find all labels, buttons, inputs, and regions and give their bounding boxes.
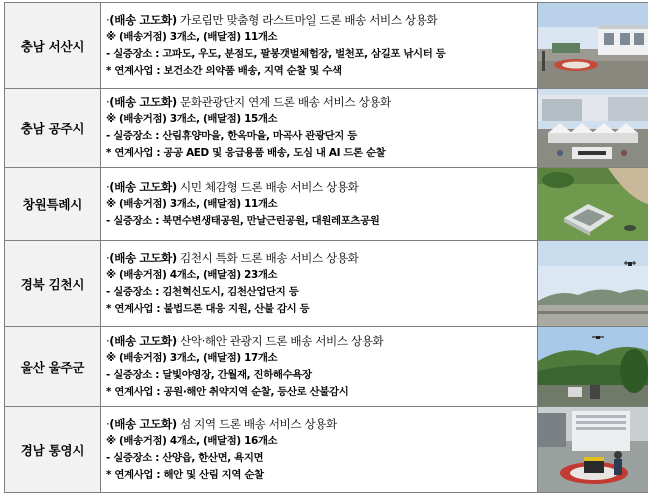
- service-title: ·(배송 고도화) 섬 지역 드론 배송 서비스 상용화: [106, 416, 337, 431]
- photo-cell: [538, 3, 648, 89]
- description-cell: [101, 168, 538, 241]
- region-cell: 충남 공주시: [5, 89, 101, 168]
- test-sites: - 실증장소 : 북면수변생태공원, 만날근린공원, 대원레포츠공원: [106, 214, 380, 227]
- test-sites: - 실증장소 : 고파도, 우도, 분점도, 팔봉갯벌체험장, 벌천포, 삼길포 낚시터 등: [106, 47, 446, 60]
- table-row: [5, 89, 648, 168]
- description-cell: [101, 89, 538, 168]
- linked-projects: * 연계사업 : 공공 AED 및 응급용품 배송, 도심 내 AI 드론 순찰: [106, 147, 386, 159]
- photo-cell: [538, 168, 648, 241]
- delivery-stats: ※ (배송거점) 3개소, (배달점) 17개소: [106, 351, 278, 364]
- event-tents-and-drone-photo: [538, 89, 648, 167]
- drone-landing-pad-by-building-photo: [538, 3, 648, 88]
- park-drone-landing-box-photo: [538, 168, 648, 240]
- region-cell: 경남 통영시: [5, 407, 101, 493]
- region-cell: 울산 울주군: [5, 327, 101, 407]
- table-row: [5, 407, 648, 493]
- table-row: [5, 168, 648, 241]
- photo-cell: [538, 407, 648, 493]
- drone-flying-over-hills-photo: [538, 241, 648, 326]
- test-sites: - 실증장소 : 산양읍, 한산면, 욕지면: [106, 451, 264, 464]
- service-title: ·(배송 고도화) 문화관광단지 연계 드론 배송 서비스 상용화: [106, 95, 391, 109]
- test-sites: - 실증장소 : 달빛야영장, 간월재, 진하해수욕장: [106, 368, 312, 381]
- photo-cell: [538, 89, 648, 168]
- test-sites: - 실증장소 : 산림휴양마을, 한옥마을, 마곡사 관광단지 등: [106, 130, 357, 142]
- region-cell: 창원특례시: [5, 168, 101, 241]
- delivery-stats: ※ (배송거점) 3개소, (배달점) 11개소: [106, 30, 278, 43]
- service-title: ·(배송 고도화) 시민 체감형 드론 배송 서비스 상용화: [106, 179, 359, 194]
- table-row: [5, 3, 648, 89]
- test-sites: - 실증장소 : 김천혁신도시, 김천산업단지 등: [106, 285, 299, 298]
- table-row: [5, 241, 648, 327]
- region-cell: 경북 김천시: [5, 241, 101, 327]
- drone-delivery-table: [4, 2, 648, 493]
- delivery-stats: ※ (배송거점) 4개소, (배달점) 16개소: [106, 434, 278, 447]
- delivery-stats: ※ (배송거점) 4개소, (배달점) 23개소: [106, 268, 278, 281]
- service-title: ·(배송 고도화) 가로림만 맞춤형 라스트마일 드론 배송 서비스 상용화: [106, 12, 438, 27]
- delivery-stats: ※ (배송거점) 3개소, (배달점) 11개소: [106, 197, 278, 210]
- description-cell: [101, 3, 538, 89]
- mountain-campsite-drone-photo: [538, 327, 648, 406]
- linked-projects: * 연계사업 : 해안 및 산림 지역 순찰: [106, 468, 264, 481]
- photo-cell: [538, 327, 648, 407]
- description-cell: [101, 327, 538, 407]
- description-cell: [101, 241, 538, 327]
- service-title: ·(배송 고도화) 김천시 특화 드론 배송 서비스 상용화: [106, 250, 359, 265]
- region-cell: 충남 서산시: [5, 3, 101, 89]
- delivery-stats: ※ (배송거점) 3개소, (배달점) 15개소: [106, 113, 278, 125]
- linked-projects: * 연계사업 : 공원·해안 취약지역 순찰, 등산로 산불감시: [106, 385, 349, 398]
- table-row: [5, 327, 648, 407]
- linked-projects: * 연계사업 : 불법드론 대응 지원, 산불 감시 등: [106, 302, 310, 315]
- linked-projects: * 연계사업 : 보건소간 의약품 배송, 지역 순찰 및 수색: [106, 64, 342, 77]
- photo-cell: [538, 241, 648, 327]
- service-title: ·(배송 고도화) 산악·해안 관광지 드론 배송 서비스 상용화: [106, 333, 384, 348]
- drone-station-with-operator-photo: [538, 407, 648, 492]
- description-cell: [101, 407, 538, 493]
